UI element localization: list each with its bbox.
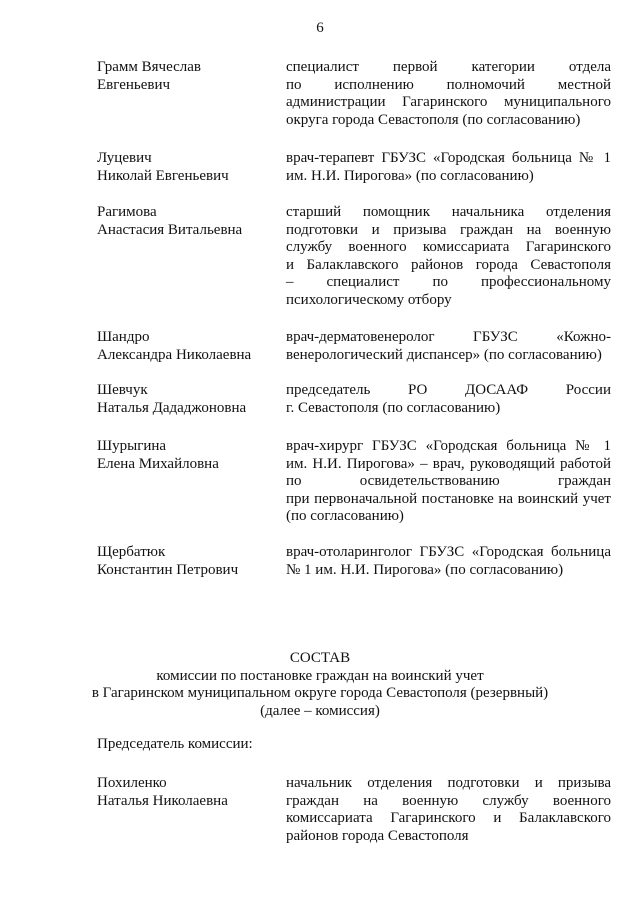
member-name: [97, 329, 277, 364]
member-name: [97, 438, 277, 473]
member-position: [286, 204, 611, 309]
position-line: г. Севастополя (по согласованию): [286, 399, 501, 416]
position-line: по освидетельствованию граждан: [286, 473, 611, 489]
position-line: начальник отделения подготовки и призыва: [286, 775, 611, 791]
position-line: и Балаклавского районов города Севастополя: [286, 256, 611, 273]
position-line: врач-отоларинголог ГБУЗС «Городская больница: [286, 544, 611, 560]
position-line: районов города Севастополя: [286, 827, 469, 844]
member-name: [97, 382, 277, 417]
section-subtitle-line: (далее – комиссия): [260, 702, 380, 719]
position-line: им. Н.И. Пирогова» – врач, руководящий работой: [286, 455, 611, 472]
position-line: председатель РО ДОСААФ России: [286, 382, 611, 398]
page-number: 6: [316, 20, 324, 36]
member-surname-line: Грамм Вячеслав: [97, 59, 201, 75]
section-subtitle-line: комиссии по постановке граждан на воинский учет: [156, 667, 484, 684]
position-line: округа города Севастополя (по согласованию): [286, 111, 581, 128]
section-title: СОСТАВ: [289, 650, 351, 666]
member-position: [286, 150, 611, 185]
member-name: [97, 59, 277, 94]
section-subtitle-line: в Гагаринском муниципальном округе города Севастополя (резервный): [91, 685, 549, 701]
chair-name: [97, 775, 277, 810]
position-line: по исполнению полномочий местной: [286, 76, 611, 93]
position-line: при первоначальной постановке на воинский учет: [286, 490, 611, 507]
position-line: специалист первой категории отдела: [286, 59, 611, 75]
position-line: (по согласованию): [286, 508, 404, 524]
position-line: комиссариата Гагаринского и Балаклавского: [286, 810, 611, 826]
member-surname-line: Шандро: [97, 329, 150, 345]
chair-surname-line: Похиленко: [97, 775, 167, 791]
position-line: службу военного комиссариата Гагаринского: [286, 239, 611, 255]
position-line: № 1 им. Н.И. Пирогова» (по согласованию): [286, 561, 564, 578]
chair-position: [286, 775, 611, 845]
member-surname-line: Рагимова: [97, 204, 157, 220]
member-surname-line: Луцевич: [97, 150, 152, 166]
member-given-names-line: Константин Петрович: [97, 561, 239, 578]
position-line: венерологический диспансер» (по согласованию): [286, 346, 602, 363]
position-line: врач-дерматовенеролог ГБУЗС «Кожно-: [286, 329, 611, 345]
member-name: [97, 544, 277, 579]
member-given-names-line: Наталья Дададжоновна: [97, 399, 247, 416]
position-line: старший помощник начальника отделения: [286, 204, 611, 220]
member-position: [286, 382, 611, 417]
member-name: [97, 204, 277, 239]
position-line: – специалист по профессиональному: [286, 274, 611, 290]
member-given-names-line: Евгеньевич: [97, 76, 171, 93]
member-surname-line: Шевчук: [97, 382, 148, 398]
member-name: [97, 150, 277, 185]
member-position: [286, 329, 611, 364]
member-position: [286, 438, 611, 526]
chair-label: Председатель комиссии:: [97, 736, 253, 752]
position-line: им. Н.И. Пирогова» (по согласованию): [286, 167, 534, 184]
member-given-names-line: Николай Евгеньевич: [97, 167, 229, 184]
position-line: граждан на военную службу военного: [286, 792, 611, 809]
position-line: врач-хирург ГБУЗС «Городская больница № 1: [286, 438, 611, 454]
section-heading: [0, 650, 640, 720]
position-line: психологическому отбору: [286, 291, 452, 308]
member-surname-line: Шурыгина: [97, 438, 167, 454]
member-given-names-line: Александра Николаевна: [97, 346, 252, 363]
position-line: администрации Гагаринского муниципального: [286, 94, 611, 110]
chair-given-names-line: Наталья Николаевна: [97, 792, 228, 809]
position-line: врач-терапевт ГБУЗС «Городская больница № 1: [286, 150, 611, 166]
member-surname-line: Щербатюк: [97, 544, 166, 560]
member-position: [286, 544, 611, 579]
position-line: подготовки и призыва граждан на военную: [286, 221, 611, 238]
member-position: [286, 59, 611, 129]
member-given-names-line: Елена Михайловна: [97, 455, 219, 472]
member-given-names-line: Анастасия Витальевна: [97, 221, 243, 238]
